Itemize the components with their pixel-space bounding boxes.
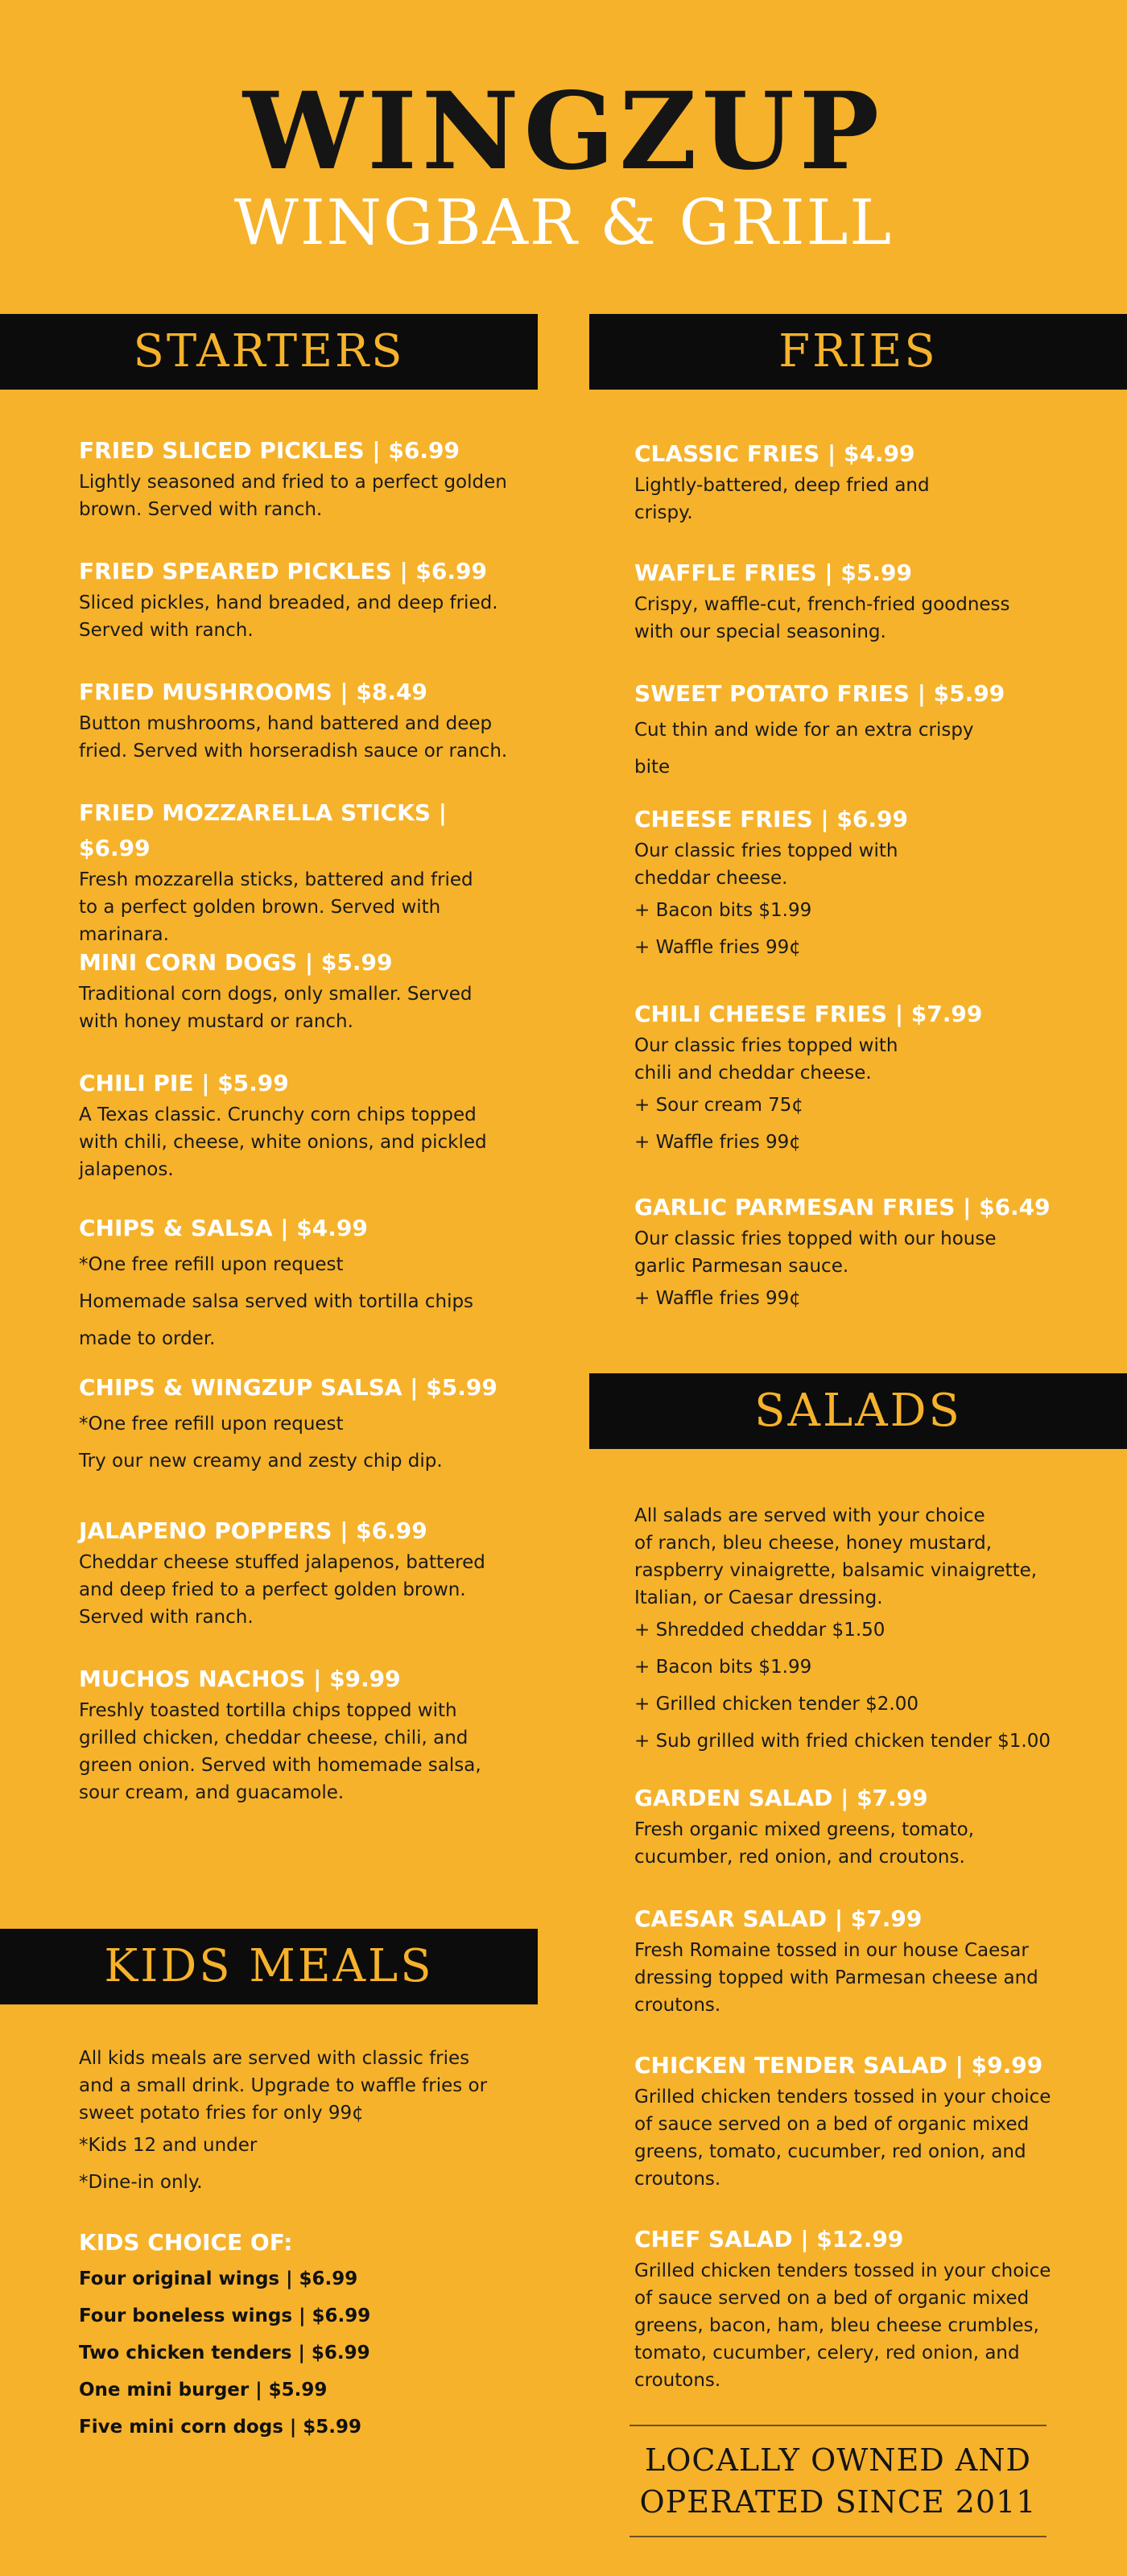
footer-tagline — [630, 2439, 1046, 2523]
kids-note: *Kids 12 and under — [79, 2135, 258, 2156]
item-addon: + Bacon bits $1.99 — [634, 900, 812, 921]
salads-heading: SALADS — [589, 1373, 1127, 1449]
salad-addon: + Shredded cheddar $1.50 — [634, 1620, 886, 1641]
item-title: JALAPENO POPPERS | $6.99 — [79, 1517, 427, 1544]
salads-intro-line: All salads are served with your choice — [634, 1505, 985, 1526]
item-desc: green onion. Served with homemade salsa, — [79, 1755, 481, 1776]
menu-item-chicken-tender-salad — [634, 2048, 1053, 2193]
item-line: Cut thin and wide for an extra crispy — [634, 720, 974, 741]
kids-intro — [79, 2045, 514, 2201]
item-desc: Our classic fries topped with — [634, 840, 898, 861]
item-desc: Sliced pickles, hand breaded, and deep fried. — [79, 592, 498, 613]
menu-item-fried-sliced-pickles — [79, 433, 514, 523]
item-desc: greens, bacon, ham, bleu cheese crumbles, — [634, 2315, 1039, 2336]
item-title: CHEF SALAD | $12.99 — [634, 2226, 904, 2252]
salads-intro-line: Italian, or Caesar dressing. — [634, 1587, 883, 1608]
item-addon: + Sour cream 75¢ — [634, 1095, 804, 1116]
item-title: CHEESE FRIES | $6.99 — [634, 806, 908, 832]
item-desc: croutons. — [634, 1995, 721, 2016]
item-desc: of sauce served on a bed of organic mixed — [634, 2114, 1030, 2135]
footer-rule-bottom — [630, 2536, 1046, 2537]
footer-rule-top — [630, 2425, 1046, 2426]
menu-item-cheese-fries — [634, 802, 1053, 966]
item-desc: Traditional corn dogs, only smaller. Served — [79, 984, 473, 1005]
menu-item-mini-corn-dogs — [79, 945, 514, 1035]
item-title: FRIED MOZZARELLA STICKS | $6.99 — [79, 799, 448, 861]
footer-line: OPERATED SINCE 2011 — [639, 2484, 1037, 2520]
item-line: Our classic fries topped with our house — [634, 1228, 997, 1249]
item-desc: crispy. — [634, 502, 693, 523]
item-title: FRIED SLICED PICKLES | $6.99 — [79, 437, 460, 464]
item-desc: Grilled chicken tenders tossed in your choice — [634, 2087, 1051, 2107]
kids-heading: KIDS MEALS — [0, 1929, 538, 2004]
item-title: CHILI PIE | $5.99 — [79, 1070, 289, 1096]
footer-line: LOCALLY OWNED AND — [644, 2442, 1031, 2478]
item-desc: dressing topped with Parmesan cheese and — [634, 1967, 1038, 1988]
kids-choice: One mini burger | $5.99 — [79, 2380, 328, 2401]
menu-item-chili-cheese-fries — [634, 997, 1053, 1161]
item-desc: with honey mustard or ranch. — [79, 1011, 353, 1032]
kids-choice: Five mini corn dogs | $5.99 — [79, 2417, 362, 2438]
item-desc: Our classic fries topped with — [634, 1035, 898, 1056]
menu-item-waffle-fries — [634, 555, 1053, 646]
kids-intro-line: All kids meals are served with classic fries — [79, 2048, 470, 2069]
item-addon: + Waffle fries 99¢ — [634, 1288, 801, 1309]
item-addon: + Waffle fries 99¢ — [634, 1132, 801, 1153]
kids-choice: Four original wings | $6.99 — [79, 2268, 358, 2289]
menu-item-chili-pie — [79, 1066, 514, 1183]
item-desc: Lightly seasoned and fried to a perfect golden — [79, 472, 507, 493]
starters-heading: STARTERS — [0, 314, 538, 390]
menu-item-caesar-salad — [634, 1901, 1053, 2019]
item-desc: jalapenos. — [79, 1159, 174, 1180]
item-title: CHIPS & WINGZUP SALSA | $5.99 — [79, 1374, 497, 1401]
kids-choices — [79, 2225, 514, 2446]
item-desc: fried. Served with horseradish sauce or ranch. — [79, 741, 508, 762]
item-desc: and deep fried to a perfect golden brown. — [79, 1579, 466, 1600]
item-desc: chili and cheddar cheese. — [634, 1063, 872, 1084]
item-desc: Cheddar cheese stuffed jalapenos, battered — [79, 1552, 485, 1573]
item-desc: Served with ranch. — [79, 1607, 254, 1628]
item-desc: of sauce served on a bed of organic mixed — [634, 2288, 1030, 2309]
item-desc: Fresh organic mixed greens, tomato, — [634, 1819, 975, 1840]
brand-subtitle: WINGBAR & GRILL — [233, 187, 894, 259]
menu-item-chips-wingzup-salsa — [79, 1370, 514, 1480]
fries-heading: FRIES — [589, 314, 1127, 390]
menu-item-chips-salsa — [79, 1211, 514, 1357]
menu-item-chef-salad — [634, 2222, 1053, 2394]
item-desc: with our special seasoning. — [634, 621, 886, 642]
item-desc: cheddar cheese. — [634, 868, 788, 889]
kids-intro-line: and a small drink. Upgrade to waffle fries or — [79, 2075, 488, 2096]
salad-addon: + Grilled chicken tender $2.00 — [634, 1694, 919, 1715]
menu-item-fried-speared-pickles — [79, 554, 514, 644]
item-desc: Grilled chicken tenders tossed in your choice — [634, 2260, 1051, 2281]
item-desc: croutons. — [634, 2370, 721, 2391]
item-title: MINI CORN DOGS | $5.99 — [79, 949, 393, 976]
item-desc: Freshly toasted tortilla chips topped with — [79, 1700, 457, 1721]
kids-note: *Dine-in only. — [79, 2172, 203, 2193]
brand-name: WINGZUP — [242, 69, 885, 194]
kids-choice: Two chicken tenders | $6.99 — [79, 2343, 370, 2363]
menu-item-fried-mozzarella-sticks — [79, 795, 514, 948]
salad-addon: + Sub grilled with fried chicken tender $1.00 — [634, 1731, 1051, 1752]
item-title: CHIPS & SALSA | $4.99 — [79, 1215, 368, 1241]
item-title: MUCHOS NACHOS | $9.99 — [79, 1666, 401, 1692]
item-desc: Served with ranch. — [79, 620, 254, 641]
item-title: FRIED MUSHROOMS | $8.49 — [79, 679, 427, 705]
menu-item-jalapeno-poppers — [79, 1513, 514, 1631]
salads-intro — [634, 1502, 1053, 1760]
item-desc: Fresh mozzarella sticks, battered and fried — [79, 869, 473, 890]
menu-item-garden-salad — [634, 1781, 1053, 1871]
item-title: GARLIC PARMESAN FRIES | $6.49 — [634, 1194, 1051, 1220]
item-line: *One free refill upon request — [79, 1254, 344, 1275]
menu-item-muchos-nachos — [79, 1662, 514, 1806]
item-desc: tomato, cucumber, celery, red onion, and — [634, 2343, 1020, 2363]
item-desc: A Texas classic. Crunchy corn chips topped — [79, 1104, 477, 1125]
item-desc: marinara. — [79, 924, 169, 945]
kids-choice-title: KIDS CHOICE OF: — [79, 2229, 293, 2256]
item-title: CLASSIC FRIES | $4.99 — [634, 440, 915, 467]
item-desc: Fresh Romaine tossed in our house Caesar — [634, 1940, 1029, 1961]
item-line: garlic Parmesan sauce. — [634, 1256, 849, 1277]
menu-item-garlic-parmesan-fries — [634, 1190, 1053, 1317]
item-title: CHICKEN TENDER SALAD | $9.99 — [634, 2052, 1043, 2079]
item-desc: sour cream, and guacamole. — [79, 1782, 345, 1803]
kids-choice: Four boneless wings | $6.99 — [79, 2306, 371, 2326]
item-desc: Button mushrooms, hand battered and deep — [79, 713, 493, 734]
item-desc: grilled chicken, cheddar cheese, chili, and — [79, 1728, 469, 1748]
item-title: FRIED SPEARED PICKLES | $6.99 — [79, 558, 487, 584]
salads-intro-line: of ranch, bleu cheese, honey mustard, — [634, 1533, 993, 1554]
kids-intro-line: sweet potato fries for only 99¢ — [79, 2103, 364, 2124]
item-desc: croutons. — [634, 2169, 721, 2190]
menu-item-sweet-potato-fries — [634, 676, 1053, 786]
salad-addon: + Bacon bits $1.99 — [634, 1657, 812, 1678]
item-desc: Lightly-battered, deep fried and — [634, 475, 930, 496]
item-title: GARDEN SALAD | $7.99 — [634, 1785, 928, 1811]
item-line: Homemade salsa served with tortilla chips — [79, 1291, 474, 1312]
item-title: CHILI CHEESE FRIES | $7.99 — [634, 1001, 983, 1027]
item-line: *One free refill upon request — [79, 1414, 344, 1435]
item-title: WAFFLE FRIES | $5.99 — [634, 559, 912, 586]
item-title: CAESAR SALAD | $7.99 — [634, 1905, 923, 1932]
item-line: bite — [634, 757, 671, 778]
menu-item-classic-fries — [634, 436, 1053, 526]
item-desc: brown. Served with ranch. — [79, 499, 323, 520]
item-line: Try our new creamy and zesty chip dip. — [79, 1451, 443, 1472]
menu-item-fried-mushrooms — [79, 675, 514, 765]
item-desc: to a perfect golden brown. Served with — [79, 897, 441, 918]
item-title: SWEET POTATO FRIES | $5.99 — [634, 680, 1005, 707]
item-line: made to order. — [79, 1328, 216, 1349]
item-addon: + Waffle fries 99¢ — [634, 937, 801, 958]
salads-intro-line: raspberry vinaigrette, balsamic vinaigrette, — [634, 1560, 1038, 1581]
item-desc: greens, tomato, cucumber, red onion, and — [634, 2141, 1026, 2162]
item-desc: with chili, cheese, white onions, and pickled — [79, 1132, 487, 1153]
item-desc: cucumber, red onion, and croutons. — [634, 1847, 965, 1868]
item-desc: Crispy, waffle-cut, french-fried goodness — [634, 594, 1010, 615]
